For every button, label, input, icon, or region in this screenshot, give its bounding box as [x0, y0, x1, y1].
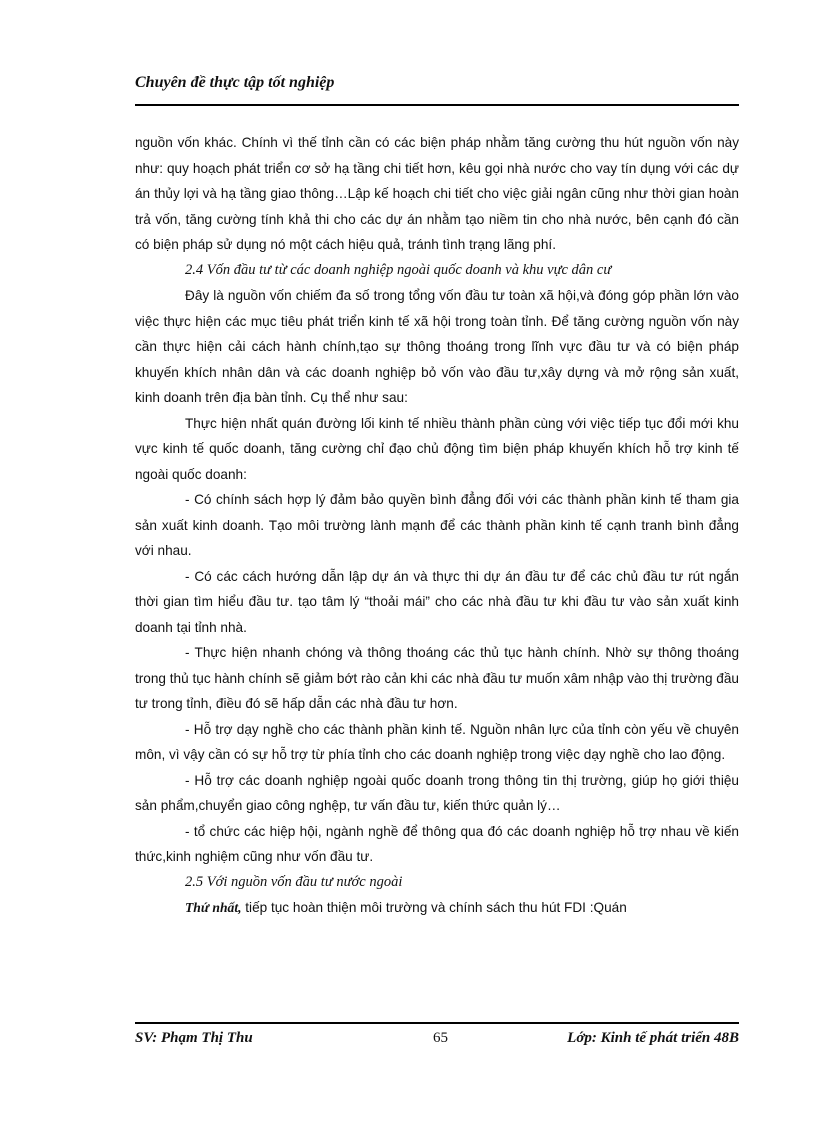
list-item-administrative-procedures: - Thực hiện nhanh chóng và thông thoáng các thủ tục hành chính. Nhờ sự thông thoáng trong thủ tục hành chính sẽ giảm bớt rào cản khi các nhà đầu tư muốn xâm nhập vào thị trường đầu tư trong tỉnh, điều đó sẽ hấp dẫn các nhà đầu tư hơn. — [135, 645, 739, 711]
page-footer — [135, 1030, 739, 1050]
paragraph-private-capital: Đây là nguồn vốn chiếm đa số trong tổng vốn đầu tư toàn xã hội,và đóng góp phần lớn vào việc thực hiện các mục tiêu phát triển kinh tế xã hội trong toàn tỉnh. Để tăng cường nguồn vốn này cần thực hiện cải cách hành chính,tạo sự thông thoáng trong lĩnh vực đầu tư và có biện pháp khuyến khích nhân dân và các doanh nghiệp bỏ vốn vào đầu tư,xây dựng và mở rộng sản xuất, kinh doanh trên địa bàn tỉnh. Cụ thể như sau: — [135, 288, 739, 405]
footer-page-number: 65 — [433, 1030, 448, 1046]
list-item-associations: - tổ chức các hiệp hội, ngành nghề để thông qua đó các doanh nghiệp hỗ trợ nhau về kiến thức,kinh nghiệm cũng như vốn đầu tư. — [135, 823, 739, 864]
footer-student-name: SV: Phạm Thị Thu — [135, 1030, 253, 1046]
list-item-project-guidance: - Có các cách hướng dẫn lập dự án và thực thi dự án đầu tư để các chủ đầu tư rút ngắn thời gian tìm hiểu đầu tư. tạo tâm lý “thoải mái” cho các nhà đầu tư khi đầu tư vào sản xuất kinh doanh tại tỉnh nhà. — [135, 568, 739, 635]
paragraph-fdi-text: tiếp tục hoàn thiện môi trường và chính sách thu hút FDI :Quán — [241, 900, 627, 915]
paragraph-consistent-policy: Thực hiện nhất quán đường lối kinh tế nhiều thành phần cùng với việc tiếp tục đổi mới khu vực kinh tế quốc doanh, tăng cường chỉ đạo chủ động tìm biện pháp khuyến khích hỗ trợ kinh tế ngoài quốc doanh: — [135, 415, 739, 482]
page-header-title: Chuyên đề thực tập tốt nghiệp — [135, 74, 335, 91]
list-item-equal-rights: - Có chính sách hợp lý đảm bảo quyền bình đẳng đối với các thành phần kinh tế tham gia sản xuất kinh doanh. Tạo môi trường lành mạnh để các thành phần kinh tế cạnh tranh bình đẳng với nhau. — [135, 492, 739, 558]
section-heading-2-5: 2.5 Với nguồn vốn đầu tư nước ngoài — [185, 873, 403, 890]
section-heading-2-4: 2.4 Vốn đầu tư từ các doanh nghiệp ngoài quốc doanh và khu vực dân cư — [185, 261, 612, 278]
paragraph-fdi — [135, 895, 739, 921]
paragraph-intro: nguồn vốn khác. Chính vì thế tỉnh cần có các biện pháp nhằm tăng cường thu hút nguồn vốn này như: quy hoạch phát triển cơ sở hạ tầng chi tiết hơn, kêu gọi nhà nước cho vay tín dụng với các dự án thủy lợi và hạ tầng giao thông…Lập kế hoạch chi tiết cho việc giải ngân cũng như thời gian hoàn trả vốn, tăng cường tính khả thi cho các dự án nhằm tạo niềm tin cho nhà nước, bên cạnh đó cần có biện pháp sử dụng nó một cách hiệu quả, tránh tình trạng lãng phí. — [135, 135, 739, 252]
footer-class-name: Lớp: Kinh tế phát triển 48B — [567, 1030, 739, 1046]
header-divider — [135, 104, 739, 106]
footer-divider — [135, 1022, 739, 1024]
list-item-market-information: - Hỗ trợ các doanh nghiệp ngoài quốc doanh trong thông tin thị trường, giúp họ giới thiệu sản phẩm,chuyển giao công nghệp, tư vấn đầu tư, kiến thức quản lý… — [135, 772, 739, 813]
document-body — [135, 130, 739, 921]
paragraph-lead-first: Thứ nhất, — [185, 900, 242, 915]
list-item-vocational-training: - Hỗ trợ dạy nghề cho các thành phần kinh tế. Nguồn nhân lực của tỉnh còn yếu về chuyên môn, vì vậy cần có sự hỗ trợ từ phía tỉnh cho các doanh nghiệp trong việc dạy nghề cho lao động. — [135, 721, 739, 762]
